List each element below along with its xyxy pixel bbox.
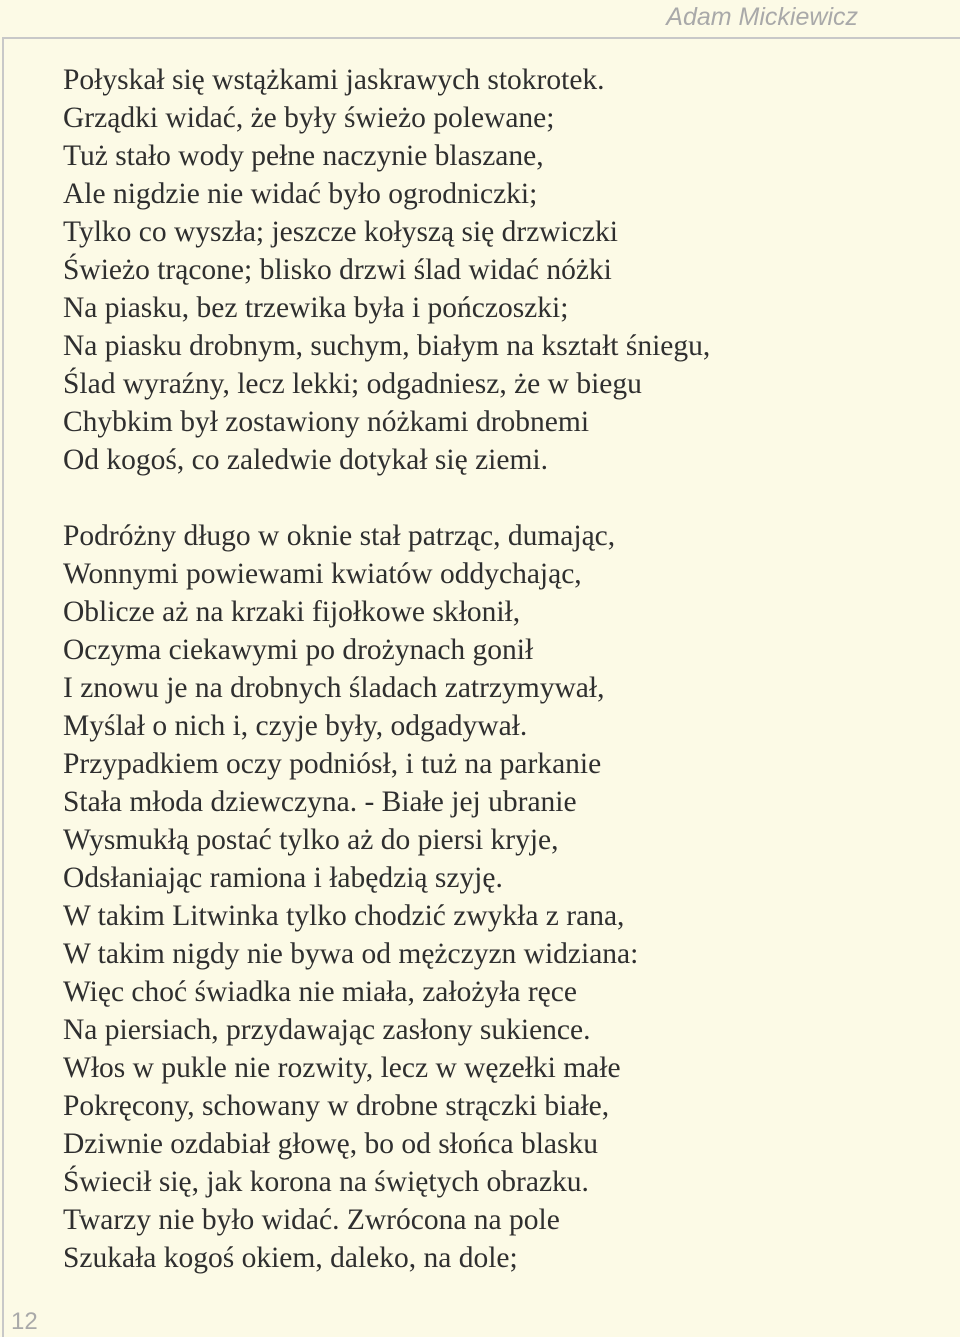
verse-line: Tuż stało wody pełne naczynie blaszane, [63, 140, 544, 172]
verse-line: Na piersiach, przydawając zasłony sukience. [63, 1014, 591, 1046]
verse-line: Dziwnie ozdabiał głowę, bo od słońca blasku [63, 1128, 598, 1160]
verse-line: Twarzy nie było widać. Zwrócona na pole [63, 1204, 560, 1236]
stanza [63, 517, 638, 1277]
verse-line: Pokręcony, schowany w drobne strączki białe, [63, 1090, 610, 1122]
verse-line: Myślał o nich i, czyje były, odgadywał. [63, 710, 528, 742]
verse-line: Połyskał się wstążkami jaskrawych stokrotek. [63, 64, 605, 96]
margin-rule [2, 37, 4, 1337]
page-number: 12 [11, 1308, 38, 1335]
verse-line: Chybkim był zostawiony nóżkami drobnemi [63, 406, 590, 438]
verse-line: Ślad wyraźny, lecz lekki; odgadniesz, że w biegu [63, 368, 642, 400]
verse-line: Oblicze aż na krzaki fijołkowe skłonił, [63, 596, 521, 628]
verse-line: Świecił się, jak korona na świętych obrazku. [63, 1166, 589, 1198]
verse-line: Włos w pukle nie rozwity, lecz w węzełki małe [63, 1052, 621, 1084]
verse-line: Stała młoda dziewczyna. - Białe jej ubranie [63, 786, 577, 818]
verse-line: Ale nigdzie nie widać było ogrodniczki; [63, 178, 538, 210]
verse-line: I znowu je na drobnych śladach zatrzymywał, [63, 672, 605, 704]
verse-line: Grządki widać, że były świeżo polewane; [63, 102, 555, 134]
verse-line: Od kogoś, co zaledwie dotykał się ziemi. [63, 444, 548, 476]
verse-line: Odsłaniając ramiona i łabędzią szyję. [63, 862, 503, 894]
verse-line: Wonnymi powiewami kwiatów oddychając, [63, 558, 582, 590]
stanza [63, 61, 710, 479]
verse-line: W takim Litwinka tylko chodzić zwykła z rana, [63, 900, 625, 932]
verse-line: Podróżny długo w oknie stał patrząc, dumając, [63, 520, 616, 552]
verse-line: Tylko co wyszła; jeszcze kołyszą się drzwiczki [63, 216, 618, 248]
verse-line: Przypadkiem oczy podniósł, i tuż na parkanie [63, 748, 602, 780]
verse-line: Więc choć świadka nie miała, założyła ręce [63, 976, 577, 1008]
verse-line: W takim nigdy nie bywa od mężczyzn widziana: [63, 938, 639, 970]
verse-line: Świeżo trącone; blisko drzwi ślad widać nóżki [63, 254, 612, 286]
running-header-author: Adam Mickiewicz [666, 3, 858, 31]
verse-line: Na piasku, bez trzewika była i pończoszki; [63, 292, 569, 324]
verse-line: Wysmukłą postać tylko aż do piersi kryje, [63, 824, 559, 856]
verse-line: Szukała kogoś okiem, daleko, na dole; [63, 1242, 518, 1274]
verse-line: Na piasku drobnym, suchym, białym na kształt śniegu, [63, 330, 711, 362]
verse-line: Oczyma ciekawymi po drożynach gonił [63, 634, 534, 666]
header-rule [2, 37, 960, 39]
